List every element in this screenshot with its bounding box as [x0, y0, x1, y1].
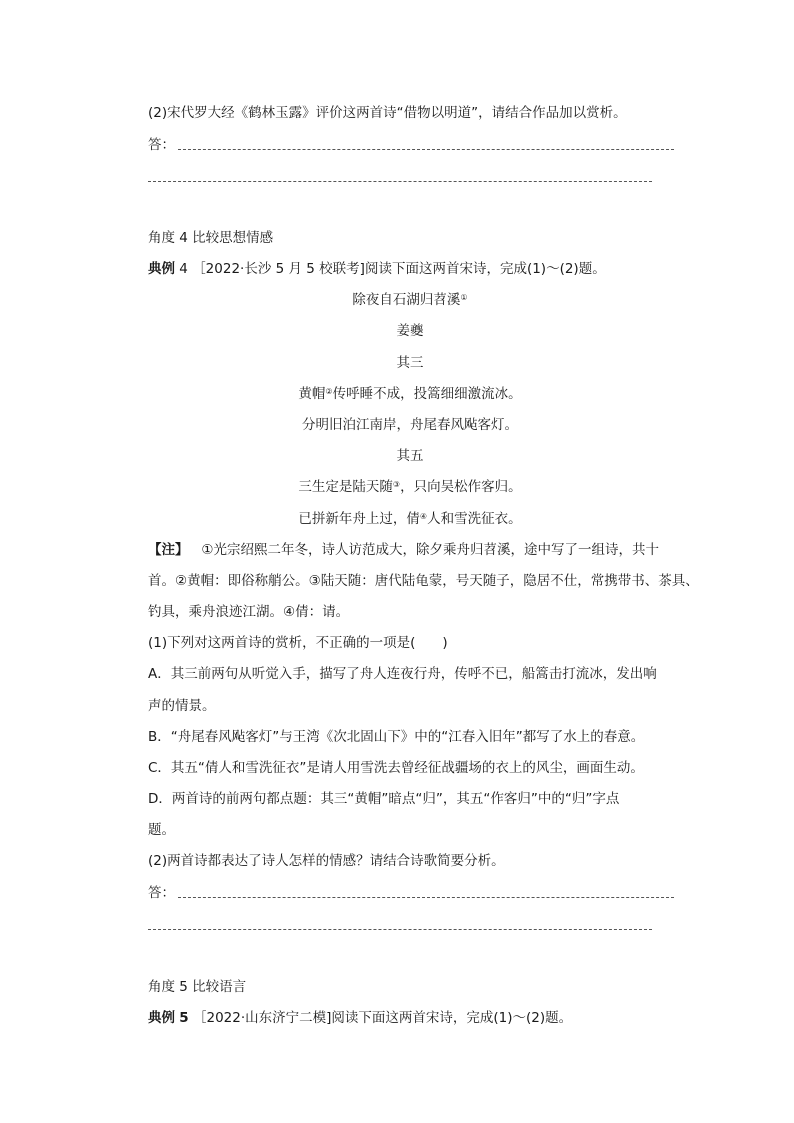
example-intro: ［2022·长沙 5 月 5 校联考]阅读下面这两首宋诗，完成(1)～(2)题。: [192, 261, 606, 277]
notes-line-1: 【注】 ①光宗绍熙二年冬，诗人访范成大，除夕乘舟归苕溪，途中写了一组诗，共十: [148, 542, 659, 558]
angle-4-heading: 角度 4 比较思想情感: [148, 230, 274, 246]
notes-line-3: 钓具，乘舟浪迹江湖。④倩：请。: [148, 604, 350, 620]
footnote-marker: ④: [419, 512, 428, 521]
option-a[interactable]: A．其三前两句从听觉入手，描写了舟人连夜行舟，传呼不已，船篙击打流冰，发出响: [148, 666, 657, 682]
example-label: 典例: [148, 261, 175, 277]
example-number: 5: [179, 1010, 189, 1026]
question-2-prompt: (2)宋代罗大经《鹤林玉露》评价这两首诗“借物以明道”，请结合作品加以赏析。: [148, 105, 627, 121]
footnote-marker: ①: [460, 293, 468, 302]
poem-part-5: 其五: [396, 448, 424, 464]
example-label: 典例: [148, 1010, 175, 1026]
example-number: 4: [179, 261, 188, 277]
angle-5-heading: 角度 5 比较语言: [148, 979, 247, 995]
notes-line-2: 首。②黄帽：即俗称艄公。③陆天随：唐代陆龟蒙，号天随子，隐居不仕，常携带书、茶具、: [148, 573, 699, 589]
poem-title: 除夜自石湖归苕溪①: [352, 292, 468, 308]
example-4: [148, 259, 606, 279]
poem-part-3: 其三: [396, 355, 424, 371]
footnote-marker: ③: [392, 480, 401, 489]
example-5: [148, 1008, 572, 1028]
example-intro: ［2022·山东济宁二模]阅读下面这两首宋诗，完成(1)～(2)题。: [193, 1010, 573, 1026]
poem-line: 三生定是陆天随③，只向吴松作客归。: [298, 479, 522, 495]
answer-line[interactable]: [178, 149, 674, 150]
question-1-prompt: (1)下列对这两首诗的赏析，不正确的一项是( ): [148, 635, 448, 651]
answer-line[interactable]: [148, 929, 652, 930]
option-d-cont: 题。: [148, 822, 175, 838]
footnote-marker: ②: [325, 387, 333, 396]
option-d[interactable]: D．两首诗的前两句都点题：其三“黄帽”暗点“归”，其五“作客归”中的“归”字点: [148, 791, 620, 807]
notes-label: 【注】: [148, 542, 189, 558]
answer-label: 答：: [148, 885, 175, 901]
answer-label: 答：: [148, 137, 175, 153]
option-a-cont: 声的情景。: [148, 698, 216, 714]
option-c[interactable]: C．其五“倩人和雪洗征衣”是请人用雪洗去曾经征战疆场的衣上的风尘，画面生动。: [148, 760, 644, 776]
poem-line: 分明旧泊江南岸，舟尾春风飐客灯。: [302, 417, 518, 433]
answer-line[interactable]: [148, 181, 652, 182]
poem-line: 黄帽②传呼睡不成，投篙细细激流冰。: [298, 386, 522, 402]
option-b[interactable]: B．“舟尾春风飐客灯”与王湾《次北固山下》中的“江春入旧年”都写了水上的春意。: [148, 729, 645, 745]
question-2-prompt: (2)两首诗都表达了诗人怎样的情感？请结合诗歌简要分析。: [148, 853, 505, 869]
poem-line: 已拼新年舟上过，倩④人和雪洗征衣。: [298, 511, 522, 527]
answer-line[interactable]: [178, 897, 674, 898]
poem-author: 姜夔: [396, 323, 424, 339]
